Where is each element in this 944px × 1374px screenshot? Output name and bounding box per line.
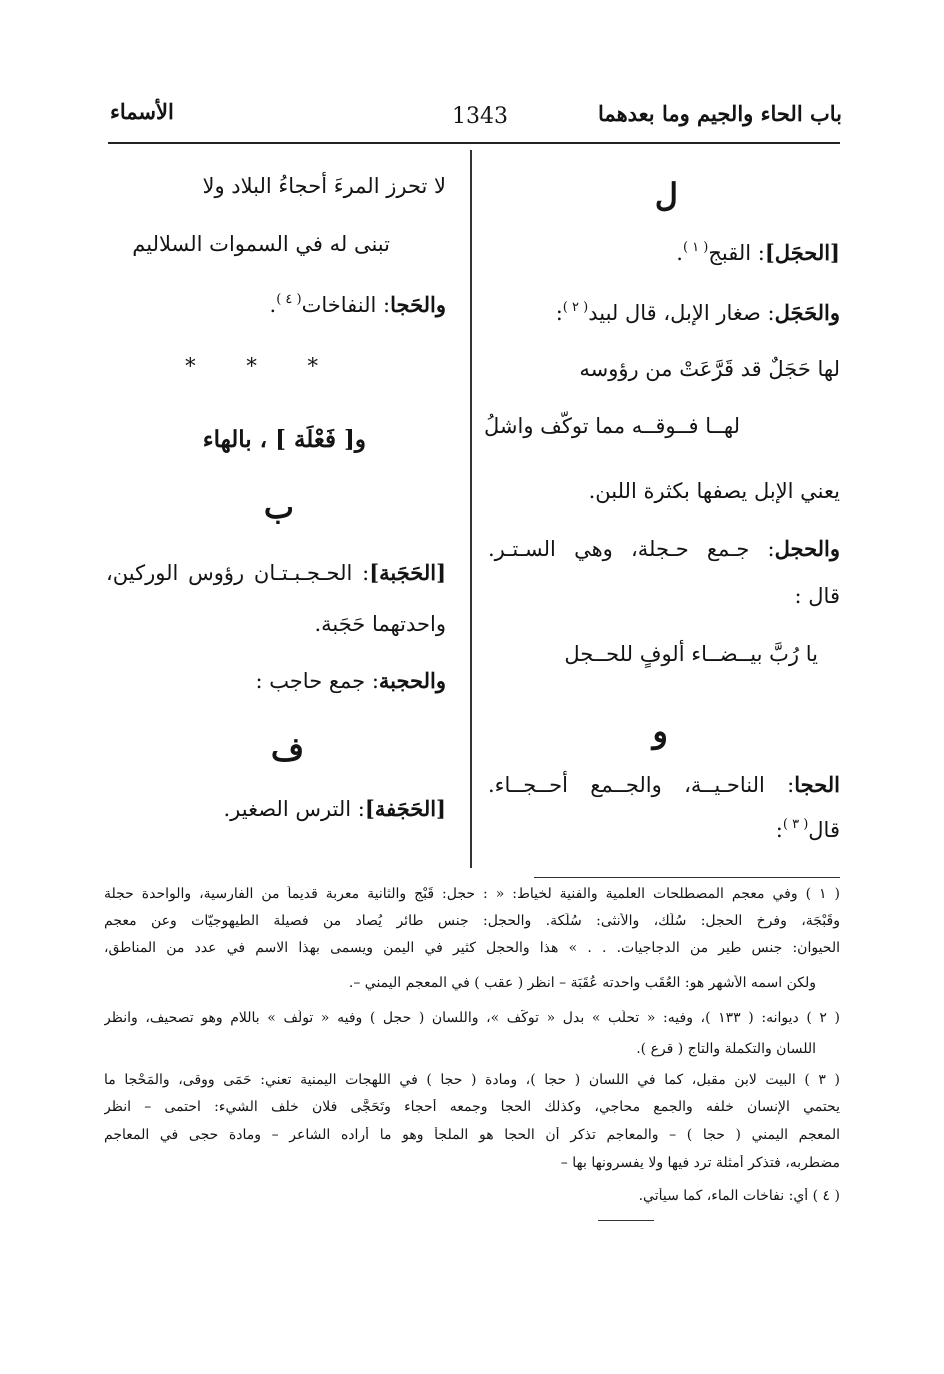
footnote-ref: ( ٢ ) [562,300,589,315]
footnote-line: وقَبْجَة، وفرخ الحجل: سُلَك، والأنثى: سُلَكة. والحجل: جنس طائر يُصاد من فصيلة الطيهوجيّات وعن معجم [104,913,840,929]
page-number: 1343 [452,104,508,129]
entry-hajal-3 [488,536,840,561]
running-head-section: الأسماء [110,99,174,124]
entry-definition: : جـمع حـجلة، وهي السـتـر. [488,537,775,561]
qala-word: قال [808,818,840,842]
letter-heading-ba: ب [263,488,294,526]
letter-heading-lam: ل [654,176,678,214]
header-rule [108,142,840,144]
entry-headword: والحجل [774,536,840,561]
section-separator-stars: * * * [185,354,340,378]
footnote-line: ( ٢ ) ديوانه: ( ١٣٣ )، وفيه: « تحلّب » بدل « توكّف »، واللسان ( حجل ) وفيه « تولّف » باللام وهو تصحيف، وانظر [104,1010,840,1026]
verse-line: لهــا فــوقــه مما توكّف واشلُ [484,414,740,438]
entry-headword: [الحجَل] [764,240,840,265]
entry-haja [488,772,840,797]
entry-headword: والحجبة [378,668,446,693]
entry-definition: : جمع حاجب : [255,669,379,693]
entry-headword: [الحَجَبة] [369,560,446,585]
end-rule [598,1220,654,1221]
letter-heading-waw: و [652,712,668,750]
entry-hajal-2 [556,300,840,325]
punctuation: : [775,818,783,842]
footnote-line: اللسان والتكملة والتاج ( قرع ). [636,1041,816,1057]
footnote-ref: ( ٤ ) [276,292,302,307]
entry-hajal-1 [676,240,840,265]
verse-line: يا رُبَّ بيــضــاء ألوفٍ للحــجل [564,642,818,666]
entry-headword: والحَجا [390,292,446,317]
footnote-ref: ( ١ ) [682,240,709,255]
qala-text-2 [776,818,840,842]
punctuation: . [676,241,683,265]
entry-haja-2 [270,292,447,317]
entry-hajaba [106,560,446,585]
verse-line: لا تحرز المرءَ أحجاءُ البلاد ولا [202,174,446,198]
entry-definition: : الناحـيــة، والجــمع أحــجــاء. [488,773,795,797]
punctuation: : [555,301,563,325]
entry-continuation: واحدتهما حَجَبة. [314,612,446,636]
section-title: و[ فَعْلَة ] ، بالهاء [202,426,366,453]
entry-definition: : القبج [708,241,765,265]
entry-definition: : صغار الإبل، قال لبيد [588,301,775,325]
punctuation: . [269,293,277,317]
footnote-line: مضطربه، فتذكر أمثلة ترد فيها ولا يفسرونها بها – [560,1155,840,1171]
footnote-separator [534,877,840,878]
column-divider [470,150,472,868]
entry-definition: : الترس الصغير. [223,797,365,821]
footnote-line: ( ٣ ) البيت لابن مقبل، كما في اللسان ( حجا )، ومادة ( حجا ) في اللهجات اليمنية تعني: حَمَى ووقى، والمَحْجا ما [104,1072,840,1088]
entry-headword: [الحَجَفة] [364,796,446,821]
entry-headword: الحجا [794,772,840,797]
footnote-ref: ( ٣ ) [782,817,809,832]
entry-hajaba-2 [255,668,446,693]
footnote-line: الحيوان: جنس طير من الدجاجيات. . . » هذا والحجل كثير في اليمن ويسمى بهذا الاسم في عدد من المناطق، [104,940,840,956]
footnote-line: يحتمي الإنسان خلفه والجمع محاجي، وكذلك الحجا وجمعه أحجاء وتَحَجَّى فلان خلف الشيء: احتمى – انظر [104,1099,840,1115]
footnote-line: المعجم اليمني ( حجا ) – والمعاجم تذكر أن الحجا هو الملجأ وهو ما أراده الشاعر – ومادة حجى في المعاجم [104,1127,840,1143]
entry-hajafa [223,796,446,821]
footnote-line: ( ١ ) وفي معجم المصطلحات العلمية والفنية لخياط: « : حجل: قَبْج والثانية معربة قديماً من الفارسية، والواحدة حجلة [104,886,840,902]
gloss-text: يعني الإبل يصفها بكثرة اللبن. [588,479,840,503]
letter-heading-fa: ف [270,730,304,768]
entry-definition: : الحـجـبـتـان رؤوس الوركين، [106,561,370,585]
qala-text: قال : [794,584,840,608]
verse-line: لها حَجَلٌ قد قَرَّعَتْ من رؤوسه [579,357,840,381]
footnote-line: ( ٤ ) أي: نفاخات الماء، كما سيأتي. [638,1188,840,1204]
entry-definition: : النفاخات [301,293,391,317]
running-head-chapter: باب الحاء والجيم وما بعدهما [598,101,842,126]
entry-headword: والحَجَل [774,300,840,325]
footnote-line: ولكن اسمه الأشهر هو: العُقَب واحدته عُقَبَة – انظر ( عقب ) في المعجم اليمني –. [348,975,816,991]
verse-line: تبنى له في السموات السلاليم [132,232,390,256]
